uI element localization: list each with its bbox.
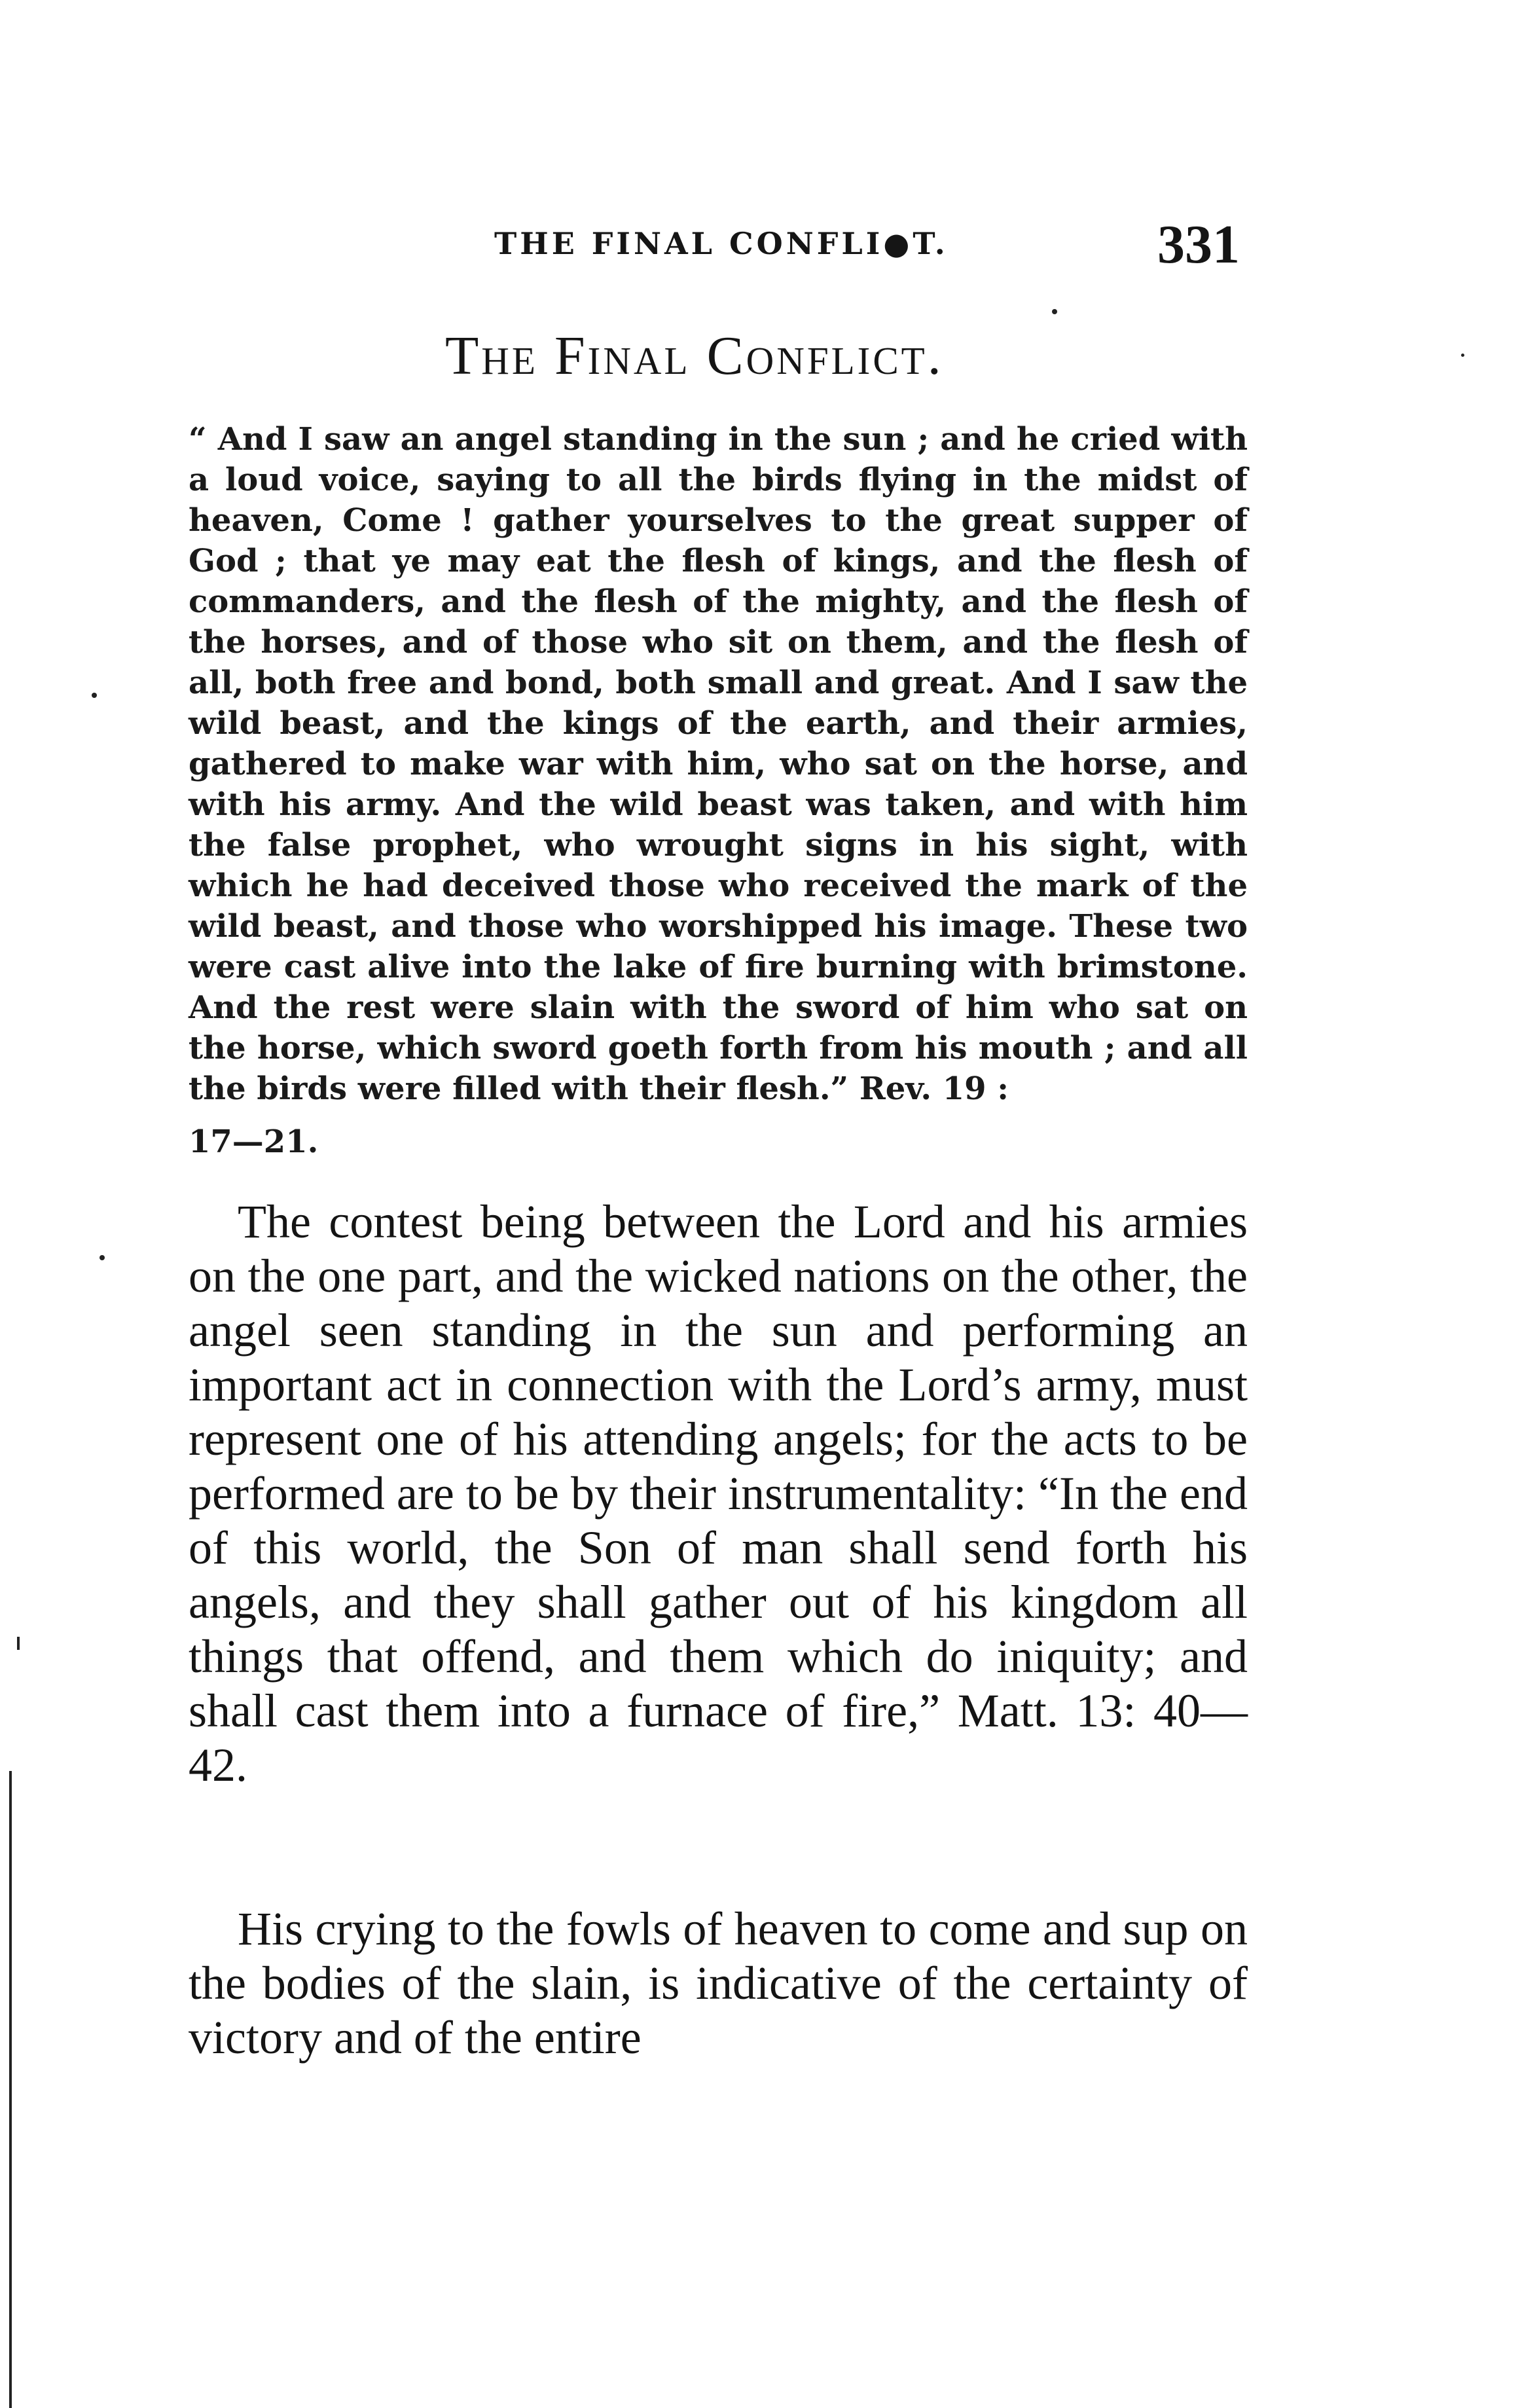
body-paragraph-1: The contest being between the Lord and his armies on the one part, and the wicked nations on the other, the angel seen standing in the sun and performing an important act in connection with the Lord’s army, must represent one of his attending angels; for the acts to be performed are to be by their instrumentality: “In the end of this world, the Son of man shall send forth his angels, and they shall gather out of his kingdom all things that offend, and them which do iniquity; and shall cast them into a furnace of fire,” Matt. 13: 40—42.: [189, 1195, 1248, 1791]
epigraph-quote: “ And I saw an angel standing in the sun ; and he cried with a loud voice, saying to all the birds flying in the midst of heaven, Come ! gather yourselves to the great supper of God ; that ye may eat the flesh of kings, and the flesh of commanders, and the flesh of the mighty, and the flesh of the horses, and of those who sit on them, and the flesh of all, both free and bond, both small and great. And I saw the wild beast, and the kings of the earth, and their armies, gathered to make war with him, who sat on the horse, and with his army. And the wild beast was taken, and with him the false prophet, who wrought signs in his sight, with which he had deceived those who received the mark of the wild beast, and those who worshipped his image. These two were cast alive into the lake of fire burning with brimstone. And the rest were slain with the sword of him who sat on the horse, which sword goeth forth from his mouth ; and all the birds were filled with their flesh.” Rev. 19 :: [189, 421, 1248, 1107]
scan-edge-mark: [17, 1637, 20, 1650]
epigraph-reference: 17—21.: [189, 1123, 319, 1160]
running-head: THE FINAL CONFLI●T.: [494, 226, 949, 261]
scan-speck: [1052, 309, 1057, 314]
chapter-heading: The Final Conflict.: [445, 325, 944, 386]
scan-edge-rule: [9, 1771, 12, 2408]
scan-speck: [100, 1255, 105, 1260]
page-number: 331: [1157, 214, 1240, 275]
body-paragraph-2: His crying to the fowls of heaven to come and sup on the bodies of the slain, is indicative of the certainty of victory and of the entire: [189, 1903, 1248, 2064]
scan-speck: [92, 693, 97, 698]
scan-speck: [1461, 354, 1464, 357]
